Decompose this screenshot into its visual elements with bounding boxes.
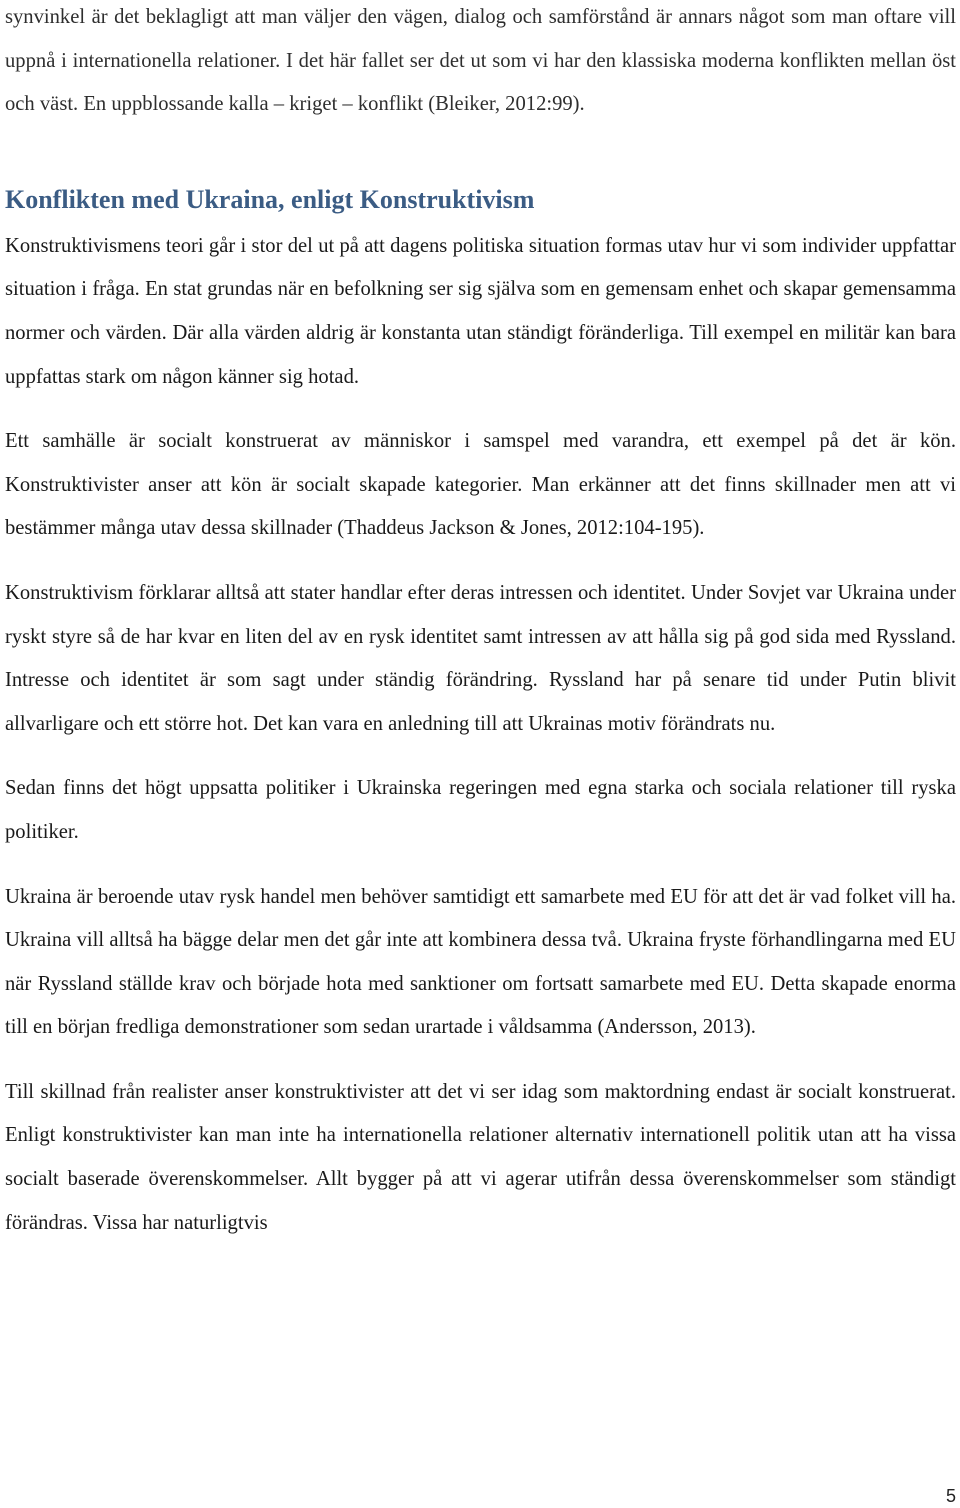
page-number: 5 [945,1486,956,1506]
body-paragraph: Ukraina är beroende utav rysk handel men behöver samtidigt ett samarbete med EU för att det är vad folket vill ha. Ukraina vill alltså ha bägge delar men det går inte att kombinera dessa två. Ukraina fryste förhandlingarna med EU när Ryssland ställde krav och började hota med sanktioner om fortsatt samarbete med EU. Detta skapade enorma till en början fredliga demonstrationer som sedan urartade i våldsamma (Andersson, 2013). [5,885,956,1039]
body-paragraph: Sedan finns det högt uppsatta politiker i Ukrainska regeringen med egna starka och sociala relationer till ryska politiker. [5,777,956,843]
body-paragraph: Konstruktivism förklarar alltså att stater handlar efter deras intressen och identitet. Under Sovjet var Ukraina under ryskt styre så de har kvar en liten del av en rysk identitet samt intressen av att hålla sig på god sida med Ryssland. Intresse och identitet är som sagt under ständig förändring. Ryssland har på senare tid under Putin blivit allvarligare och ett större hot. Det kan vara en anledning till att Ukrainas motiv förändrats nu. [5,581,956,735]
intro-paragraph: synvinkel är det beklagligt att man väljer den vägen, dialog och samförstånd är annars något som man oftare vill uppnå i internationella relationer. I det här fallet ser det ut som vi har den klassiska moderna konflikten mellan öst och väst. En uppblossande kalla – kriget – konflikt (Bleiker, 2012:99). [5,6,956,116]
body-paragraph: Konstruktivismens teori går i stor del ut på att dagens politiska situation formas utav hur vi som individer uppfattar situation i fråga. En stat grundas när en befolkning ser sig själva som en gemensam enhet och skapar gemensamma normer och värden. Där alla värden aldrig är konstanta utan ständigt föränderliga. Till exempel en militär kan bara uppfattas stark om någon känner sig hotad. [5,234,956,388]
body-paragraph: Till skillnad från realister anser konstruktivister att det vi ser idag som maktordning endast är socialt konstruerat. Enligt konstruktivister kan man inte ha internationella relationer alternativ internationell politik utan att ha vissa socialt baserade överenskommelser. Allt bygger på att vi agerar utifrån dessa överenskommelser som ständigt förändras. Vissa har naturligtvis [5,1080,956,1234]
section-heading: Konflikten med Ukraina, enligt Konstruktivism [5,184,535,214]
body-paragraph: Ett samhälle är socialt konstruerat av människor i samspel med varandra, ett exempel på det är kön. Konstruktivister anser att kön är socialt skapade kategorier. Man erkänner att det finns skillnader men att vi bestämmer många utav dessa skillnader (Thaddeus Jackson & Jones, 2012:104-195). [5,430,956,540]
document-body [5,0,956,1245]
